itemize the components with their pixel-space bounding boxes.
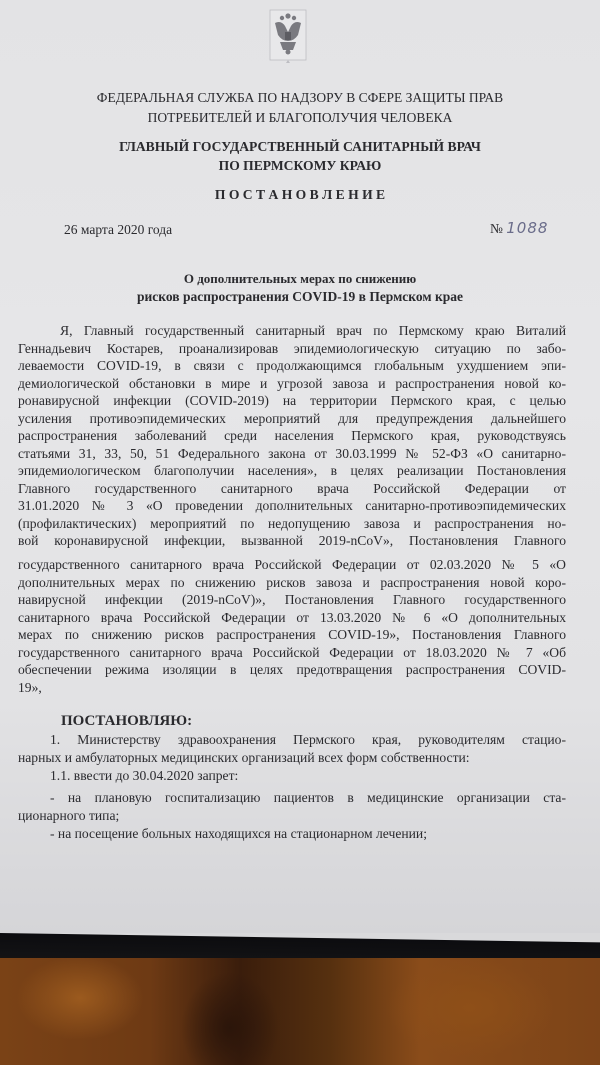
preamble-line: Я, Главный государственный санитарный врач по Пермскому краю Виталий [60, 323, 566, 338]
preamble-line: 19», [18, 680, 42, 695]
preamble-line: государственного санитарного врача Российской Федерации от 02.03.2020 № 5 «О [18, 557, 566, 572]
preamble-line: демиологической обстановки в мире и угрозой завоза и распространения новой ко- [18, 376, 566, 391]
document-number [490, 219, 548, 237]
preamble-line: распространения заболеваний среди населения Пермского края, руководствуясь [18, 428, 566, 443]
preamble-line: обеспечении режима изоляции в целях предотвращения распространения COVID- [18, 662, 566, 677]
official-title-line-1: ГЛАВНЫЙ ГОСУДАРСТВЕННЫЙ САНИТАРНЫЙ ВРАЧ [119, 139, 481, 154]
preamble-line: навирусной инфекции (2019-nCoV)», Постановления Главного государственного [18, 592, 566, 607]
handwritten-number: 1088 [506, 219, 549, 237]
item-line: - на посещение больных находящихся на стационарном лечении; [50, 826, 427, 841]
agency-name-line-2: ПОТРЕБИТЕЛЕЙ И БЛАГОПОЛУЧИЯ ЧЕЛОВЕКА [147, 110, 453, 125]
agency-name-line-1: ФЕДЕРАЛЬНАЯ СЛУЖБА ПО НАДЗОРУ В СФЕРЕ ЗАЩИТЫ ПРАВ [96, 90, 504, 105]
preamble-line: 31.01.2020 № 3 «О проведении дополнительных санитарно-противоэпидемических [18, 498, 566, 513]
resolution-title-line-1: О дополнительных мерах по снижению [183, 271, 417, 286]
item-line: 1.1. ввести до 30.04.2020 запрет: [50, 768, 239, 783]
coat-of-arms-icon [268, 8, 308, 64]
item-line: - на плановую госпитализацию пациентов в медицинские организации ста- [50, 790, 566, 805]
preamble-line: вой коронавирусной инфекции, вызванной 2019-nCoV», Постановления Главного [18, 533, 566, 548]
preamble-line: Геннадьевич Костарев, проанализировав эпидемиологическую ситуацию по забо- [18, 341, 566, 356]
item-line: нарных и амбулаторных медицинских организаций всех форм собственности: [18, 750, 470, 765]
document-date: 26 марта 2020 года [64, 222, 173, 237]
preamble-line: государственного санитарного врача Российской Федерации от 18.03.2020 № 7 «Об [18, 645, 566, 660]
preamble-line: Главного государственного санитарного врача Российской Федерации от [18, 481, 566, 496]
preamble-line: леваемости COVID-19, в связи с продолжающимся глобальным ухудшением эпи- [18, 358, 566, 373]
official-title-line-2: ПО ПЕРМСКОМУ КРАЮ [218, 158, 382, 173]
resolution-title-line-2: рисков распространения COVID-19 в Пермском крае [136, 289, 463, 304]
item-line: ционарного типа; [18, 808, 120, 823]
item-line: 1. Министерству здравоохранения Пермского края, руководителям стацио- [50, 732, 566, 747]
preamble-line: статьями 31, 33, 50, 51 Федерального закона от 30.03.1999 № 52-ФЗ «О санитарно- [18, 446, 566, 461]
document-type-heading: П О С Т А Н О В Л Е Н И Е [214, 187, 386, 202]
preamble-line: ронавирусной инфекции (COVID-2019) на территории Пермского края, с целью [18, 393, 566, 408]
preamble-line: эпидемиологическом благополучии населения», в целях реализации Постановления [18, 463, 566, 478]
preamble-line: мерах по снижению рисков распространения COVID-19», Постановления Главного [18, 627, 566, 642]
preamble-line: дополнительных мерах по снижению рисков завоза и распространения новой коро- [18, 575, 566, 590]
resolve-heading: ПОСТАНОВЛЯЮ: [61, 713, 193, 729]
wooden-table-surface [0, 958, 600, 1065]
preamble-line: санитарного врача Российской Федерации от 13.03.2020 № 6 «О дополнительных [18, 610, 566, 625]
preamble-line: усиления противоэпидемических мероприятий для предупреждения дальнейшего [18, 411, 566, 426]
preamble-line: (профилактических) мероприятий по недопущению завоза и распространения но- [18, 516, 566, 531]
number-sign: № [490, 221, 503, 236]
